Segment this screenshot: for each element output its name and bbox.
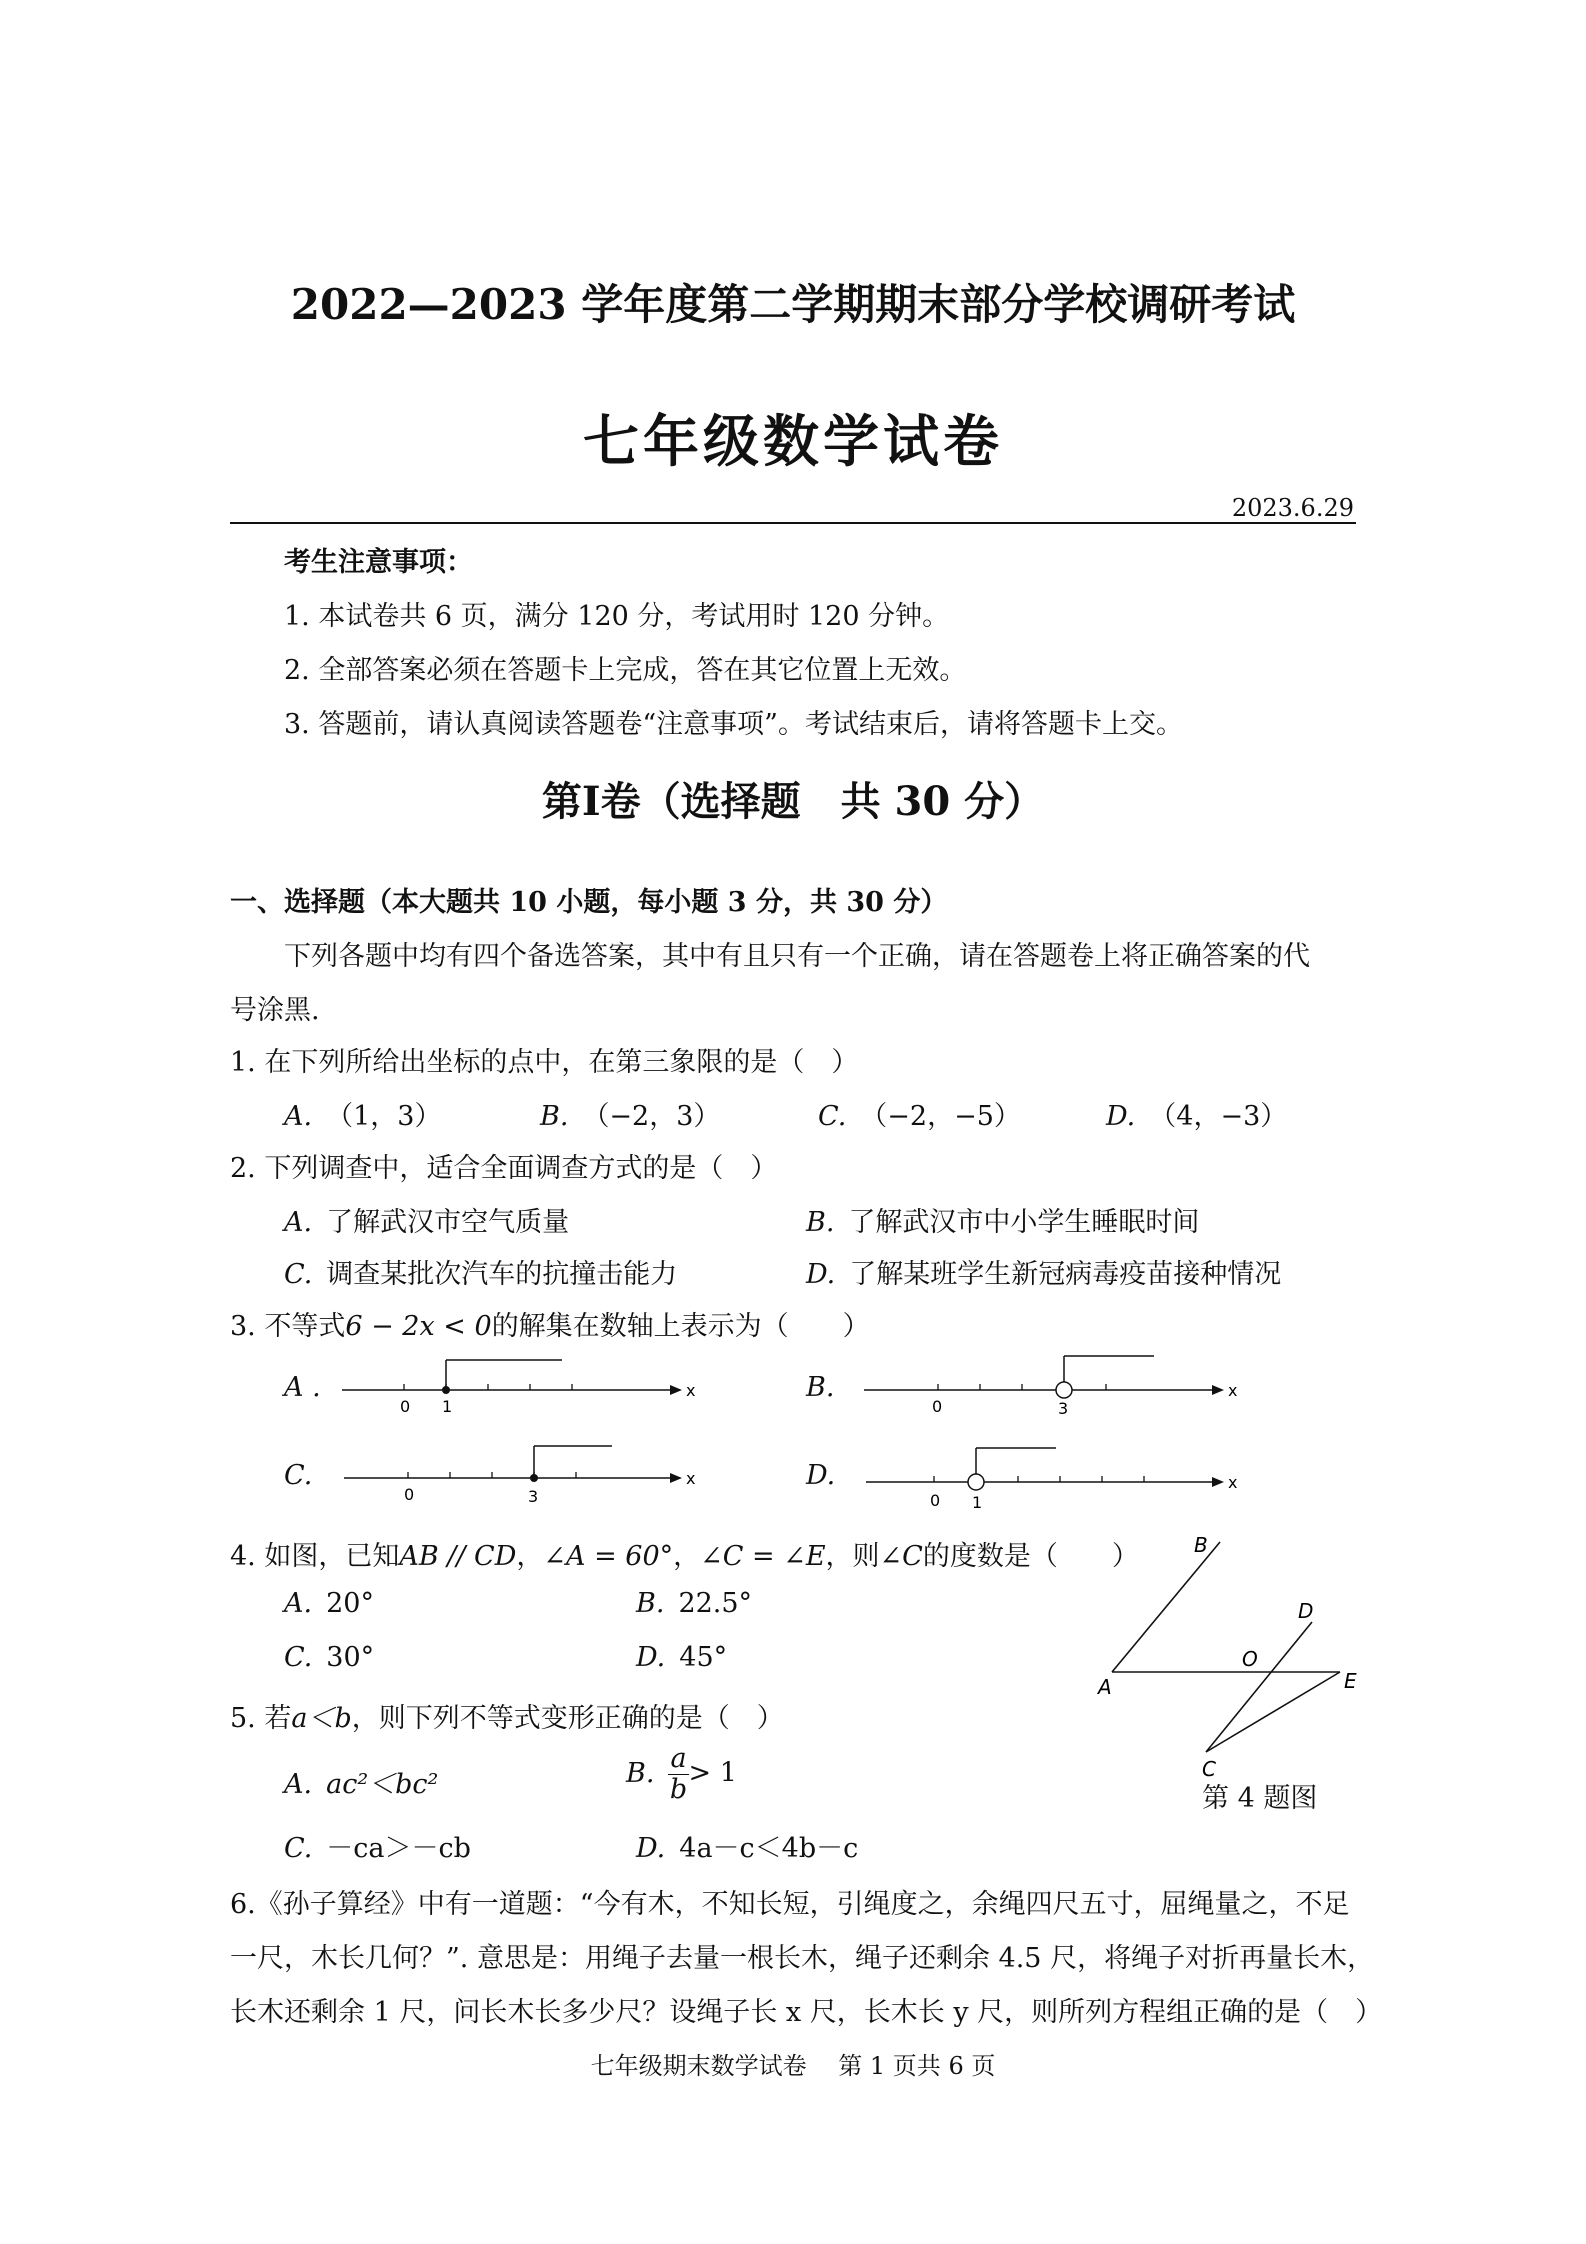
question-6-line-3: 长木还剩余 1 尺，问长木长多少尺？设绳子长 x 尺，长木长 y 尺，则所列方程组正确的是（ ）	[230, 1997, 1383, 2028]
question-3-option-b-letter: B.	[806, 1372, 835, 1403]
question-4-option-a: A. 20°	[284, 1588, 374, 1619]
question-5-option-c: C. －ca＞－cb	[284, 1833, 471, 1864]
tick-label-0: 0	[932, 1397, 943, 1416]
question-2-option-a: A. 了解武汉市空气质量	[284, 1207, 570, 1238]
tick-label-1: 1	[972, 1493, 983, 1512]
question-3-option-c-letter: C.	[284, 1460, 313, 1491]
question-1-stem: 1. 在下列所给出坐标的点中，在第三象限的是（ ）	[230, 1047, 859, 1078]
section-title: 第Ⅰ卷（选择题 共 30 分）	[541, 778, 1045, 825]
question-3-option-d-number-line	[856, 1438, 1246, 1518]
part-intro-line-2: 号涂黑.	[230, 995, 320, 1026]
notice-item-2: 2. 全部答案必须在答题卡上完成，答在其它位置上无效。	[284, 655, 967, 686]
question-1-option-c: C. （−2，−5）	[818, 1101, 1021, 1132]
figure-label-b: B	[1194, 1533, 1208, 1557]
notice-item-3: 3. 答题前，请认真阅读答题卷“注意事项”。考试结束后，请将答题卡上交。	[284, 709, 1183, 740]
exam-subtitle: 七年级数学试卷	[583, 409, 1003, 475]
question-6-line-1: 6.《孙子算经》中有一道题：“今有木，不知长短，引绳度之，余绳四尺五寸，屈绳量之，不足	[230, 1889, 1350, 1920]
axis-label-x: x	[686, 1469, 696, 1488]
part-intro-line-1: 下列各题中均有四个备选答案，其中有且只有一个正确，请在答题卷上将正确答案的代	[284, 941, 1310, 972]
figure-label-d: D	[1298, 1599, 1314, 1623]
question-2-stem: 2. 下列调查中，适合全面调查方式的是（ ）	[230, 1153, 778, 1184]
part-heading: 一、选择题（本大题共 10 小题，每小题 3 分，共 30 分）	[230, 887, 948, 918]
tick-label-0: 0	[400, 1397, 411, 1416]
question-5-option-b: B. $\frac{a}{b}$ > 1	[626, 1743, 737, 1805]
question-5-option-a: A. ac²＜bc²	[284, 1769, 439, 1800]
axis-label-x: x	[1228, 1473, 1238, 1492]
question-3-stem: 3. 不等式6 − 2x < 0的解集在数轴上表示为（ ）	[230, 1311, 870, 1342]
question-3-option-b-number-line	[856, 1348, 1246, 1424]
question-4-figure-caption: 第 4 题图	[1202, 1783, 1318, 1814]
figure-label-a: A	[1098, 1675, 1112, 1699]
question-3-inequality: 6 − 2x < 0	[345, 1311, 492, 1342]
figure-label-o: O	[1242, 1647, 1258, 1671]
question-4-figure	[1090, 1530, 1370, 1780]
question-2-option-b: B. 了解武汉市中小学生睡眠时间	[806, 1207, 1200, 1238]
question-5-stem: 5. 若a＜b，则下列不等式变形正确的是（ ）	[230, 1703, 784, 1734]
notice-item-1: 1. 本试卷共 6 页，满分 120 分，考试用时 120 分钟。	[284, 601, 950, 632]
axis-label-x: x	[1228, 1381, 1238, 1400]
page-footer: 七年级期末数学试卷 第 1 页共 6 页	[590, 2052, 996, 2080]
header-divider	[230, 522, 1356, 524]
question-4-option-c: C. 30°	[284, 1642, 375, 1673]
axis-label-x: x	[686, 1381, 696, 1400]
question-1-option-d: D. （4，−3）	[1106, 1101, 1288, 1132]
question-3-option-d-letter: D.	[806, 1460, 836, 1491]
fraction-a-over-b: $\frac{a}{b}$	[669, 1743, 688, 1805]
question-4-option-d: D. 45°	[636, 1642, 728, 1673]
exam-date: 2023.6.29	[1231, 494, 1354, 522]
tick-label-0: 0	[930, 1491, 941, 1510]
figure-label-e: E	[1344, 1669, 1357, 1693]
notice-heading: 考生注意事项：	[284, 547, 473, 578]
question-5-option-d: D. 4a－c＜4b－c	[636, 1833, 859, 1864]
tick-label-1: 1	[442, 1397, 453, 1416]
question-3-option-c-number-line	[340, 1436, 700, 1512]
tick-label-3: 3	[528, 1487, 539, 1506]
question-4-stem: 4. 如图，已知AB // CD，∠A = 60°，∠C = ∠E，则∠C的度数是（ ）	[230, 1541, 1139, 1572]
question-6-line-2: 一尺，木长几何？”. 意思是：用绳子去量一根长木，绳子还剩余 4.5 尺，将绳子对折再量长木，	[230, 1943, 1375, 1974]
question-2-option-d: D. 了解某班学生新冠病毒疫苗接种情况	[806, 1259, 1282, 1290]
tick-label-3: 3	[1058, 1399, 1069, 1418]
figure-label-c: C	[1202, 1757, 1216, 1780]
exam-title: 2022—2023 学年度第二学期期末部分学校调研考试	[290, 280, 1296, 329]
question-1-option-a: A. （1，3）	[284, 1101, 442, 1132]
question-3-option-a-letter: A .	[284, 1372, 321, 1403]
question-4-option-b: B. 22.5°	[636, 1588, 753, 1619]
question-3-option-a-number-line	[340, 1350, 700, 1420]
question-2-option-c: C. 调查某批次汽车的抗撞击能力	[284, 1259, 678, 1290]
question-1-option-b: B. （−2，3）	[540, 1101, 721, 1132]
tick-label-0: 0	[404, 1485, 415, 1504]
